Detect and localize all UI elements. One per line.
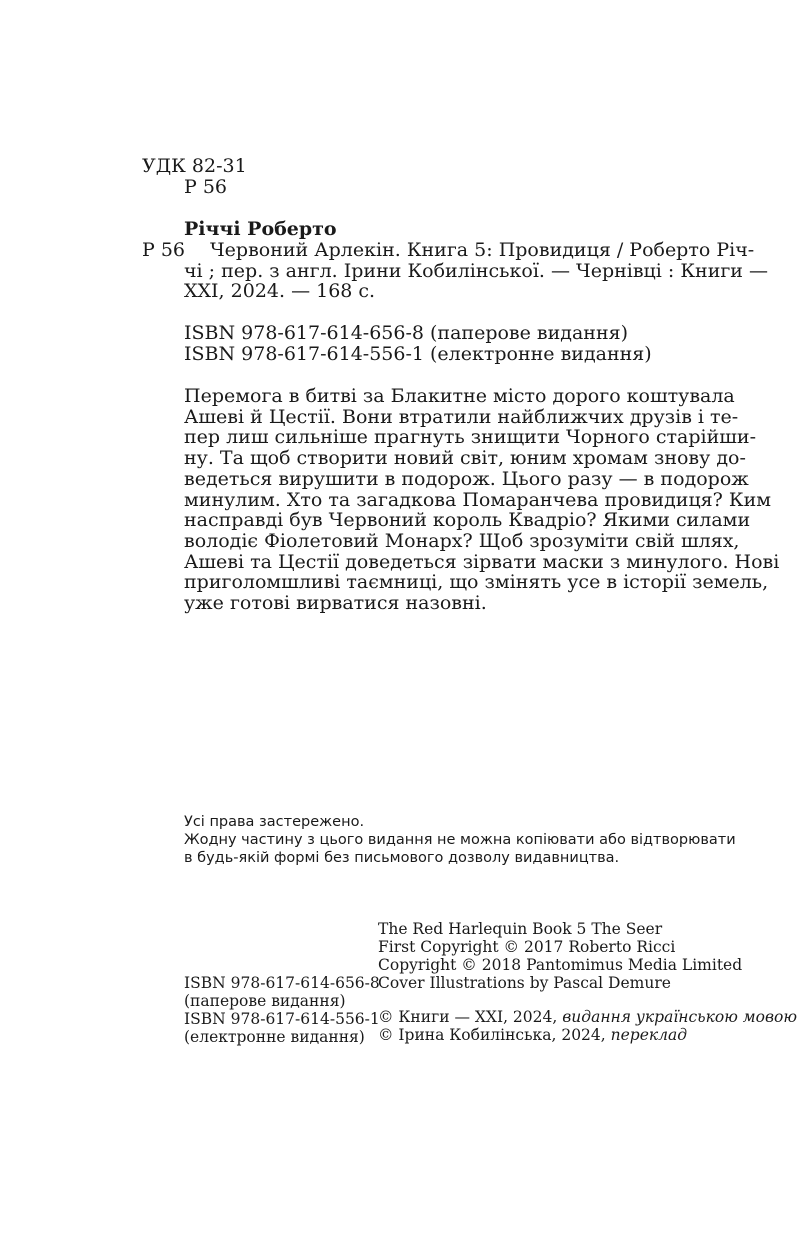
- copyright-publisher-note: видання українською мовою: [562, 1008, 797, 1026]
- copyright-translator-text: © Ірина Кобилінська, 2024,: [378, 1026, 611, 1044]
- copyright-publisher-text: © Книги — XXI, 2024,: [378, 1008, 563, 1026]
- rights-heading: Усі права застережено.: [184, 814, 365, 830]
- description-line: Червоний Арлекін. Книга 5: Провидиця / Роберто Річ-: [210, 239, 755, 261]
- isbn-electronic-label: (електронне видання): [184, 1028, 365, 1046]
- copyright-translator: [378, 1026, 687, 1044]
- isbn-electronic: ISBN 978-617-614-556-1 (електронне видання): [184, 343, 652, 365]
- isbn-print: ISBN 978-617-614-656-8 (паперове видання): [184, 322, 629, 344]
- original-title: The Red Harlequin Book 5 The Seer: [378, 920, 663, 938]
- annotation-line: приголомшливі таємниці, що змінять усе в історії земель,: [184, 571, 769, 594]
- author-heading: Річчі Роберто: [184, 218, 337, 240]
- copyright-publisher: [378, 1008, 797, 1026]
- rights-text: Жодну частину з цього видання не можна копіювати або відтворювати: [184, 832, 736, 848]
- annotation-line: Ашеві та Цестії доведеться зірвати маски з минулого. Нові: [184, 550, 780, 573]
- description-line: XXI, 2024. — 168 с.: [184, 280, 376, 303]
- cover-illustrations: Cover Illustrations by Pascal Demure: [378, 974, 671, 992]
- annotation-line: насправді був Червоний король Квадріо? Якими силами: [184, 509, 751, 532]
- catalog-index-top: Р 56: [184, 176, 228, 198]
- annotation-line: ну. Та щоб створити новий світ, юним хромам знову до-: [184, 447, 746, 470]
- annotation-line: уже готові вирватися назовні.: [184, 592, 487, 615]
- annotation-line: Перемога в битві за Блакитне місто дорого коштувала: [184, 385, 735, 407]
- annotation: [184, 385, 780, 615]
- copyright-translator-note: переклад: [610, 1026, 688, 1044]
- isbn-print-label: (паперове видання): [184, 992, 346, 1010]
- description-line: чі ; пер. з англ. Ірини Кобилінської. — Чернівці : Книги —: [184, 259, 769, 282]
- copyright-pantomimus: Copyright © 2018 Pantomimus Media Limited: [378, 956, 743, 974]
- annotation-line: ведеться вирушити в подорож. Цього разу — в подорож: [184, 467, 749, 490]
- annotation-line: володіє Фіолетовий Монарх? Щоб зрозуміти свій шлях,: [184, 529, 740, 552]
- udk-code: УДК 82-31: [142, 155, 247, 177]
- rights-text: в будь-якій формі без письмового дозволу видавництва.: [184, 850, 620, 866]
- annotation-line: минулим. Хто та загадкова Помаранчева провидиця? Ким: [184, 488, 772, 511]
- first-copyright: First Copyright © 2017 Roberto Ricci: [378, 938, 676, 956]
- isbn-electronic-small: ISBN 978-617-614-556-1: [184, 1010, 380, 1028]
- annotation-line: пер лиш сильніше прагнуть знищити Чорного старійши-: [184, 426, 756, 449]
- catalog-index-side: Р 56: [142, 239, 186, 261]
- bibliographic-description: [184, 239, 769, 303]
- isbn-print-small: ISBN 978-617-614-656-8: [184, 974, 380, 992]
- annotation-line: Ашеві й Цестії. Вони втратили найближчих друзів і те-: [184, 405, 739, 428]
